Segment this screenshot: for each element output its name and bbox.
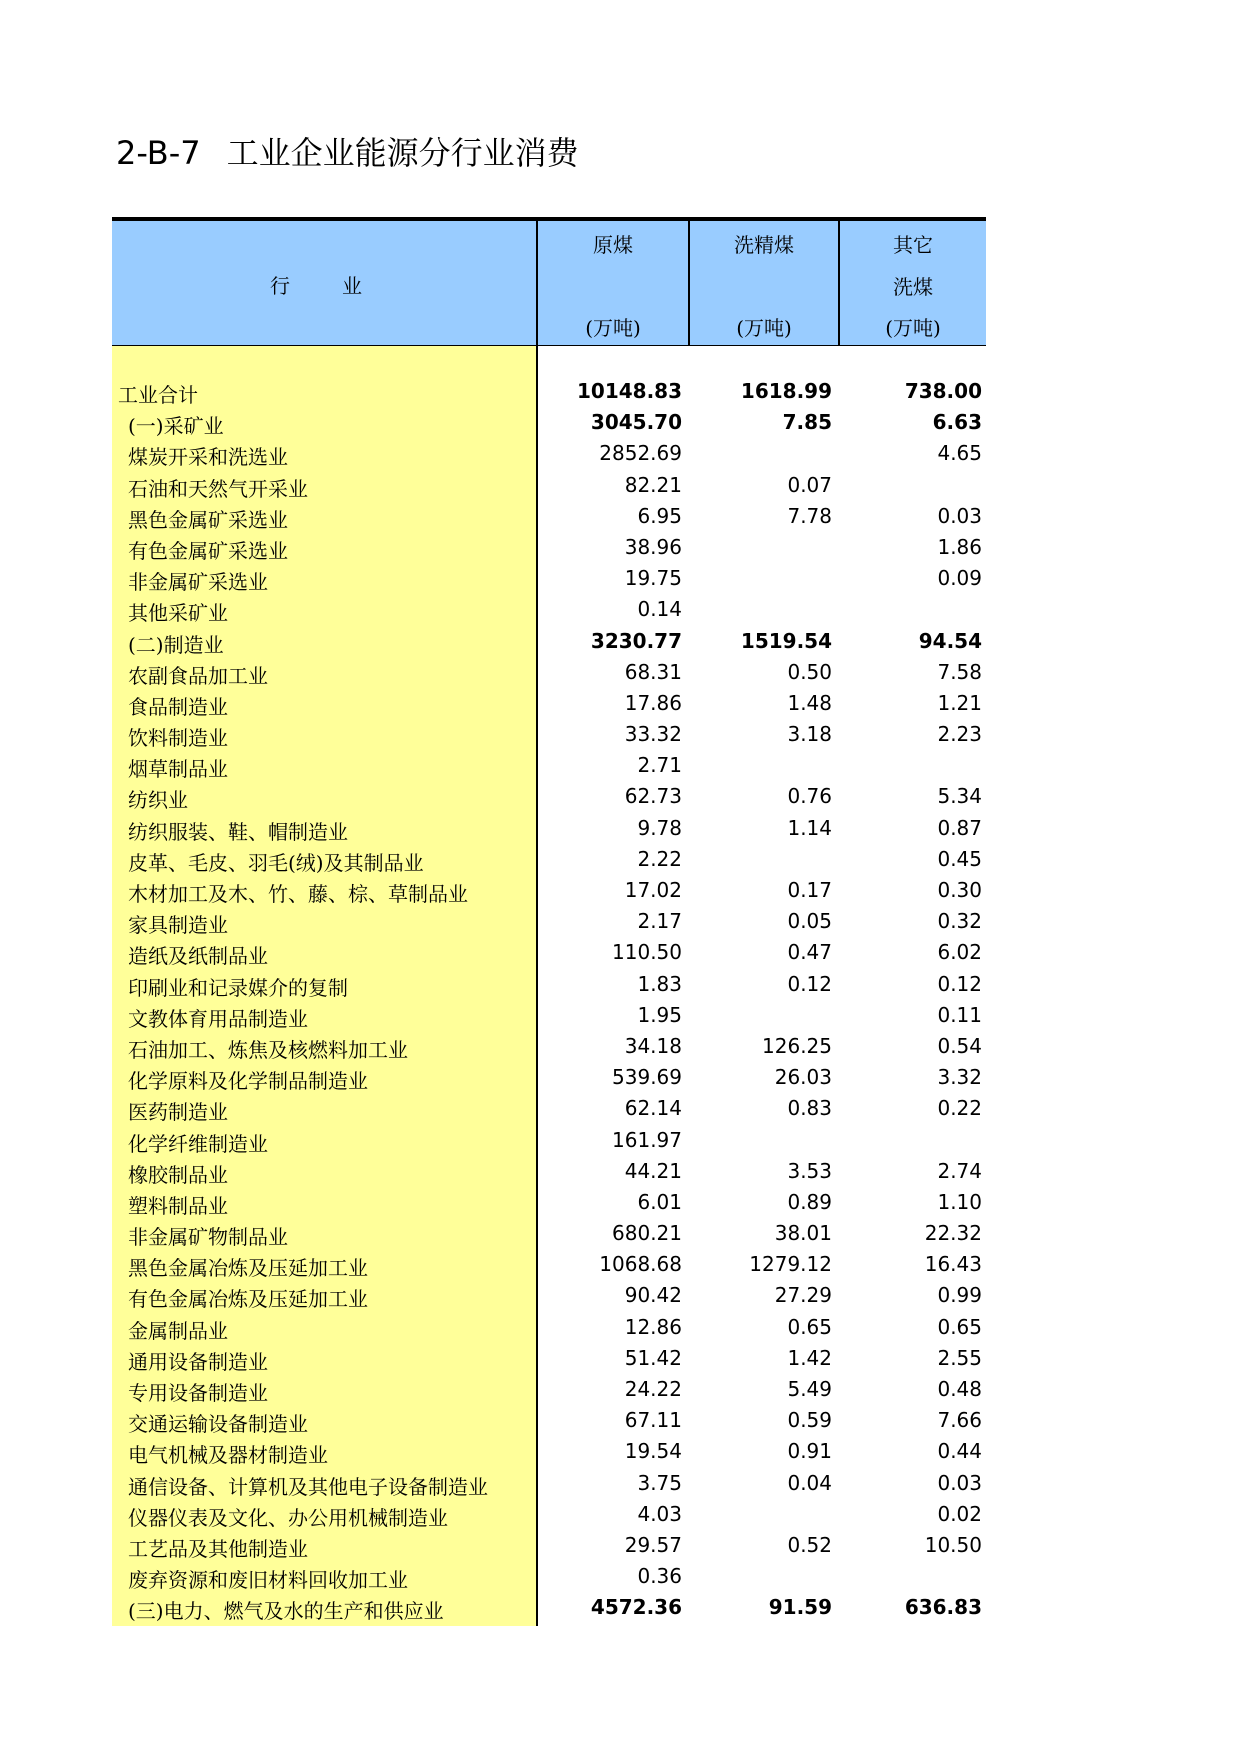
- table-row: [112, 438, 986, 469]
- row-label: 交通运输设备制造业: [128, 1412, 308, 1437]
- table-row: [112, 1374, 986, 1405]
- row-value: 44.21: [624, 1158, 682, 1183]
- header-col-title: 洗精煤: [734, 233, 794, 257]
- row-label: 通信设备、计算机及其他电子设备制造业: [128, 1474, 488, 1499]
- table-row: [112, 875, 986, 906]
- row-value: 1.95: [637, 1002, 682, 1027]
- table-row: [112, 1031, 986, 1062]
- row-value: 0.22: [937, 1096, 982, 1121]
- row-label: 仪器仪表及文化、办公用机械制造业: [128, 1505, 448, 1530]
- table-name: 工业企业能源分行业消费: [226, 134, 579, 172]
- table-row: [112, 813, 986, 844]
- row-value: 9.78: [637, 815, 682, 840]
- table-row: [112, 1093, 986, 1124]
- table-row: [112, 1592, 986, 1623]
- table-row: [112, 1156, 986, 1187]
- row-value: 126.25: [762, 1033, 832, 1058]
- row-label: 黑色金属矿采选业: [128, 507, 288, 532]
- row-label: 黑色金属冶炼及压延加工业: [128, 1256, 368, 1281]
- row-label: 化学纤维制造业: [128, 1131, 268, 1156]
- row-value: 68.31: [624, 659, 682, 684]
- table-row: [112, 626, 986, 657]
- row-label: 石油和天然气开采业: [128, 476, 308, 501]
- row-value: 161.97: [612, 1127, 682, 1152]
- table-row: [112, 844, 986, 875]
- row-value: 3.75: [637, 1470, 682, 1495]
- row-value: 1618.99: [740, 379, 832, 403]
- row-value: 0.17: [787, 878, 832, 902]
- row-label: 化学原料及化学制品制造业: [128, 1069, 368, 1094]
- row-label: 塑料制品业: [128, 1193, 228, 1218]
- table-row: [112, 1405, 986, 1436]
- row-label: (三)电力、燃气及水的生产和供应业: [128, 1599, 444, 1624]
- row-value: 6.01: [637, 1189, 682, 1214]
- row-value: 0.03: [937, 503, 982, 528]
- row-value: 16.43: [924, 1252, 982, 1277]
- row-value: 0.02: [937, 1501, 982, 1526]
- row-label: 专用设备制造业: [128, 1381, 268, 1405]
- row-value: 1279.12: [749, 1252, 832, 1277]
- header-col-title: 原煤: [593, 233, 633, 257]
- row-label: 有色金属矿采选业: [128, 538, 288, 563]
- row-value: 0.03: [937, 1470, 982, 1495]
- table-row: [112, 1000, 986, 1031]
- row-value: 1519.54: [740, 628, 832, 653]
- row-value: 90.42: [624, 1283, 682, 1308]
- row-value: 1.48: [787, 690, 832, 715]
- row-value: 19.75: [624, 566, 682, 591]
- row-value: 0.50: [787, 659, 832, 684]
- table-row: [112, 407, 986, 438]
- table-row: [112, 969, 986, 1000]
- row-value: 29.57: [624, 1532, 682, 1557]
- row-value: 5.34: [937, 784, 982, 809]
- row-value: 0.47: [787, 940, 832, 965]
- table-row: [112, 937, 986, 968]
- row-value: 62.14: [624, 1096, 682, 1121]
- row-value: 4.65: [937, 441, 982, 466]
- row-value: 0.44: [937, 1439, 982, 1464]
- row-value: 1.10: [937, 1189, 982, 1214]
- row-value: 24.22: [624, 1377, 682, 1401]
- table-row: [112, 1125, 986, 1156]
- table-row: [112, 750, 986, 781]
- row-label: 废弃资源和废旧材料回收加工业: [128, 1568, 408, 1593]
- row-value: 7.58: [937, 659, 982, 684]
- row-value: 17.02: [624, 878, 682, 902]
- row-value: 27.29: [774, 1283, 832, 1308]
- table-row: [112, 1249, 986, 1280]
- row-value: 2.23: [937, 722, 982, 747]
- row-value: 0.89: [787, 1189, 832, 1214]
- header-col-raw-coal: [538, 221, 688, 345]
- row-value: 0.76: [787, 784, 832, 809]
- row-value: 1.42: [787, 1345, 832, 1370]
- row-label: 金属制品业: [128, 1318, 228, 1343]
- row-value: 0.48: [937, 1377, 982, 1401]
- row-value: 82.21: [624, 472, 682, 497]
- row-value: 1.14: [787, 815, 832, 840]
- row-value: 26.03: [774, 1065, 832, 1090]
- row-value: 0.09: [937, 566, 982, 591]
- row-value: 0.59: [787, 1408, 832, 1433]
- table-row: [112, 688, 986, 719]
- header-col-unit: (万吨): [736, 316, 792, 340]
- table-row: [112, 376, 986, 407]
- table-row: [112, 1062, 986, 1093]
- row-value: 3230.77: [590, 628, 682, 653]
- row-value: 539.69: [612, 1065, 682, 1090]
- table-row: [112, 1312, 986, 1343]
- row-value: 3.53: [787, 1158, 832, 1183]
- table-row: [112, 563, 986, 594]
- row-label: 纺织服装、鞋、帽制造业: [128, 819, 348, 844]
- table-row: [112, 470, 986, 501]
- row-label: 食品制造业: [128, 694, 228, 719]
- row-label: 医药制造业: [128, 1100, 228, 1125]
- row-value: 2.74: [937, 1158, 982, 1183]
- row-value: 0.65: [937, 1314, 982, 1339]
- row-value: 3.32: [937, 1065, 982, 1090]
- row-label: 烟草制品业: [128, 757, 228, 782]
- header-col-unit: (万吨): [585, 316, 641, 340]
- row-label: (二)制造业: [128, 632, 224, 657]
- row-label: 非金属矿采选业: [128, 570, 268, 595]
- header-industry: 行业: [270, 274, 414, 298]
- row-label: 文教体育用品制造业: [128, 1006, 308, 1031]
- row-value: 1068.68: [599, 1252, 682, 1277]
- row-value: 1.21: [937, 690, 982, 715]
- row-value: 0.91: [787, 1439, 832, 1464]
- header-col-other-washed-coal: [840, 221, 986, 345]
- row-value: 0.36: [637, 1564, 682, 1589]
- row-value: 0.52: [787, 1532, 832, 1557]
- row-label: 皮革、毛皮、羽毛(绒)及其制品业: [128, 850, 424, 875]
- row-value: 0.12: [787, 971, 832, 996]
- row-label: 造纸及纸制品业: [128, 944, 268, 969]
- table-row: [112, 1436, 986, 1467]
- table-row: [112, 1468, 986, 1499]
- row-value: 94.54: [918, 628, 982, 653]
- row-label: 石油加工、炼焦及核燃料加工业: [128, 1037, 408, 1062]
- row-label: 木材加工及木、竹、藤、棕、草制品业: [128, 882, 468, 906]
- row-label: 非金属矿物制品业: [128, 1225, 288, 1250]
- row-label: 橡胶制品业: [128, 1162, 228, 1187]
- row-value: 0.65: [787, 1314, 832, 1339]
- row-value: 0.12: [937, 971, 982, 996]
- row-label: 农副食品加工业: [128, 663, 268, 688]
- table-code: 2-B-7: [116, 134, 201, 172]
- row-value: 2.17: [637, 909, 682, 934]
- row-value: 38.01: [774, 1221, 832, 1246]
- row-value: 0.45: [937, 846, 982, 871]
- row-value: 17.86: [624, 690, 682, 715]
- table-row: [112, 1343, 986, 1374]
- row-value: 0.83: [787, 1096, 832, 1121]
- row-value: 738.00: [904, 379, 982, 403]
- row-label: 印刷业和记录媒介的复制: [128, 975, 348, 1000]
- header-col-unit: (万吨): [885, 316, 941, 340]
- table-row: [112, 532, 986, 563]
- row-value: 6.95: [637, 503, 682, 528]
- row-value: 7.85: [782, 410, 832, 435]
- row-value: 0.05: [787, 909, 832, 934]
- table-row: [112, 1280, 986, 1311]
- row-label: 煤炭开采和洗选业: [128, 445, 288, 470]
- row-value: 67.11: [624, 1408, 682, 1433]
- row-value: 7.66: [937, 1408, 982, 1433]
- table-row: [112, 781, 986, 812]
- table-row: [112, 1499, 986, 1530]
- row-value: 0.54: [937, 1033, 982, 1058]
- row-label: 家具制造业: [128, 913, 228, 938]
- row-value: 91.59: [768, 1595, 832, 1620]
- row-value: 3045.70: [590, 410, 682, 435]
- row-value: 51.42: [624, 1345, 682, 1370]
- row-value: 1.86: [937, 534, 982, 559]
- row-value: 2.71: [637, 753, 682, 778]
- row-value: 19.54: [624, 1439, 682, 1464]
- table-row: [112, 906, 986, 937]
- row-value: 0.14: [637, 597, 682, 622]
- row-label: 有色金属冶炼及压延加工业: [128, 1287, 368, 1312]
- row-value: 4572.36: [590, 1595, 682, 1620]
- row-value: 2.22: [637, 846, 682, 871]
- row-value: 5.49: [787, 1377, 832, 1401]
- header-col-washed-coal: [690, 221, 838, 345]
- row-value: 2852.69: [599, 441, 682, 466]
- row-value: 0.04: [787, 1470, 832, 1495]
- row-label: (一)采矿业: [128, 414, 224, 439]
- table-row: [112, 594, 986, 625]
- table-body: [112, 376, 986, 1624]
- row-value: 62.73: [624, 784, 682, 809]
- row-value: 2.55: [937, 1345, 982, 1370]
- table-row: [112, 501, 986, 532]
- row-value: 22.32: [924, 1221, 982, 1246]
- row-value: 10.50: [924, 1532, 982, 1557]
- row-value: 34.18: [624, 1033, 682, 1058]
- row-value: 0.07: [787, 472, 832, 497]
- row-value: 6.02: [937, 940, 982, 965]
- table-row: [112, 1530, 986, 1561]
- row-label: 通用设备制造业: [128, 1349, 268, 1374]
- row-value: 1.83: [637, 971, 682, 996]
- row-value: 7.78: [787, 503, 832, 528]
- row-label: 电气机械及器材制造业: [128, 1443, 328, 1468]
- table-row: [112, 657, 986, 688]
- table-row: [112, 1561, 986, 1592]
- row-label: 饮料制造业: [128, 726, 228, 751]
- row-value: 33.32: [624, 722, 682, 747]
- row-value: 3.18: [787, 722, 832, 747]
- row-value: 6.63: [932, 410, 982, 435]
- row-value: 0.32: [937, 909, 982, 934]
- table-row: [112, 719, 986, 750]
- row-label: 纺织业: [128, 788, 188, 813]
- table-row: [112, 1218, 986, 1249]
- row-label: 工艺品及其他制造业: [128, 1536, 308, 1561]
- row-value: 0.30: [937, 878, 982, 902]
- row-value: 38.96: [624, 534, 682, 559]
- page-title: [116, 128, 579, 174]
- row-label: 工业合计: [118, 383, 198, 407]
- row-value: 110.50: [612, 940, 682, 965]
- header-col-subtitle: 洗煤: [893, 275, 933, 299]
- row-value: 4.03: [637, 1501, 682, 1526]
- row-label: 其他采矿业: [128, 601, 228, 626]
- table-row: [112, 1187, 986, 1218]
- row-value: 0.87: [937, 815, 982, 840]
- row-value: 680.21: [612, 1221, 682, 1246]
- row-value: 0.11: [937, 1002, 982, 1027]
- row-value: 10148.83: [576, 379, 682, 403]
- header-col-title: 其它: [893, 233, 933, 257]
- row-value: 12.86: [624, 1314, 682, 1339]
- row-value: 636.83: [904, 1595, 982, 1620]
- row-value: 0.99: [937, 1283, 982, 1308]
